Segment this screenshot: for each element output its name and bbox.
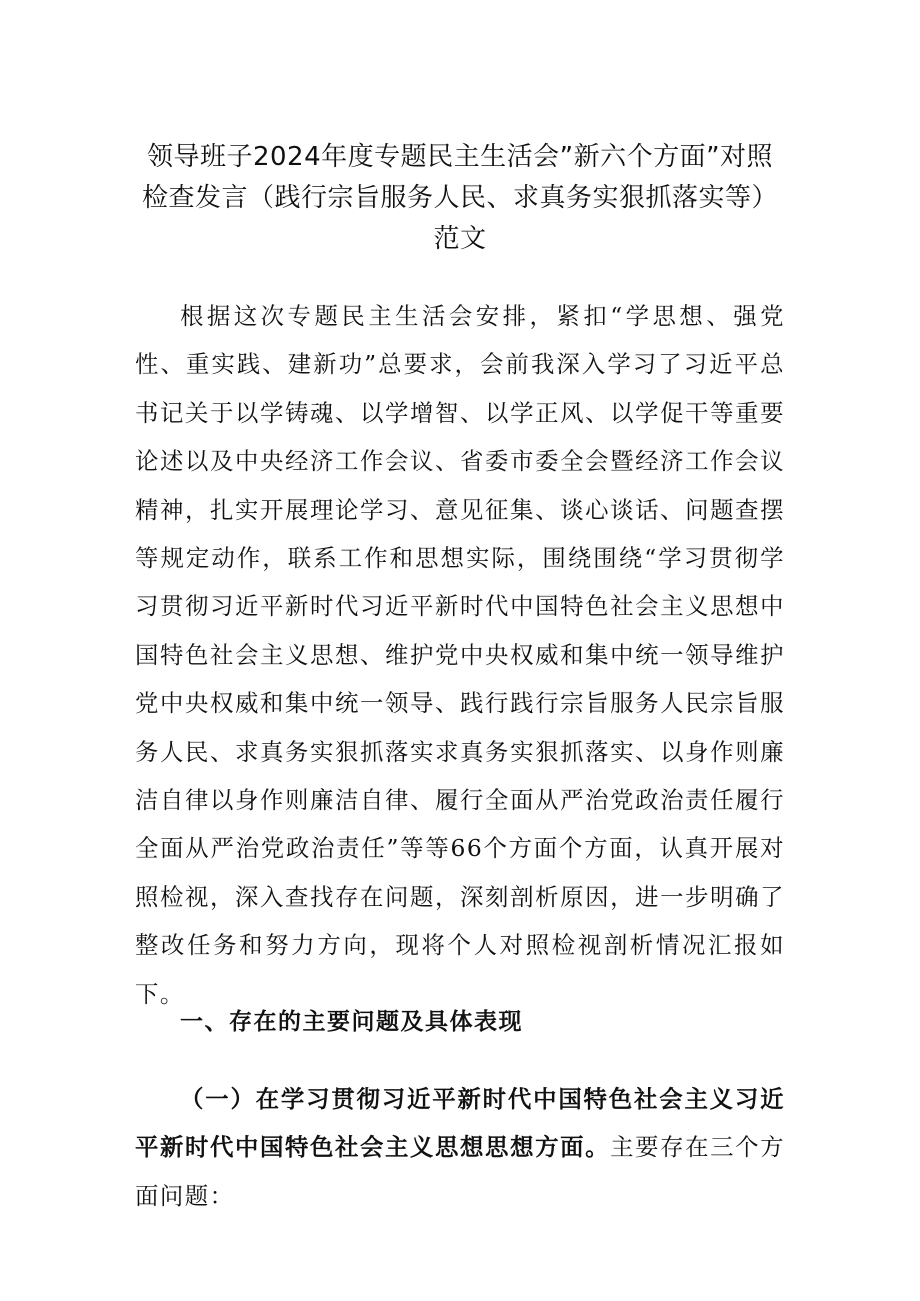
subsection-heading: （一）在学习贯彻习近平新时代中国特色社会主义习近平新时代中国特色社会主义思想思想方面。 [135,1085,785,1162]
section-heading: 一、存在的主要问题及具体表现 [180,1009,523,1035]
subsection-text: 主要存在三个方面问题： [135,1133,786,1210]
intro-paragraph: 根据这次专题民主生活会安排，紧扣“学思想、强党性、重实践、建新功”总要求，会前我深入学习了习近平总书记关于以学铸魂、以学增智、以学正风、以学促干等重要论述以及中央经济工作会议、省委市委全会暨经济工作会议精神，扎实开展理论学习、意见征集、谈心谈话、问题查摆等规定动作，联系工作和思想实际，围绕围绕“学习贯彻学习贯彻习近平新时代习近平新时代中国特色社会主义思想中国特色社会主义思想、维护党中央权威和集中统一领导维护党中央权威和集中统一领导、践行践行宗旨服务人民宗旨服务人民、求真务实狠抓落实求真务实狠抓落实、以身作则廉洁自律以身作则廉洁自律、履行全面从严治党政治责任履行全面从严治党政治责任”等等66个方面个方面，认真开展对照检视，深入查找存在问题，深刻剖析原因，进一步明确了整改任务和努力方向，现将个人对照检视剖析情况汇报如下。 [135,302,785,1008]
subsection-paragraph [135,1075,785,1220]
document-title: 领导班子2024年度专题民主生活会”新六个方面”对照检查发言（践行宗旨服务人民、求真务实狠抓落实等）范文 [141,142,778,254]
